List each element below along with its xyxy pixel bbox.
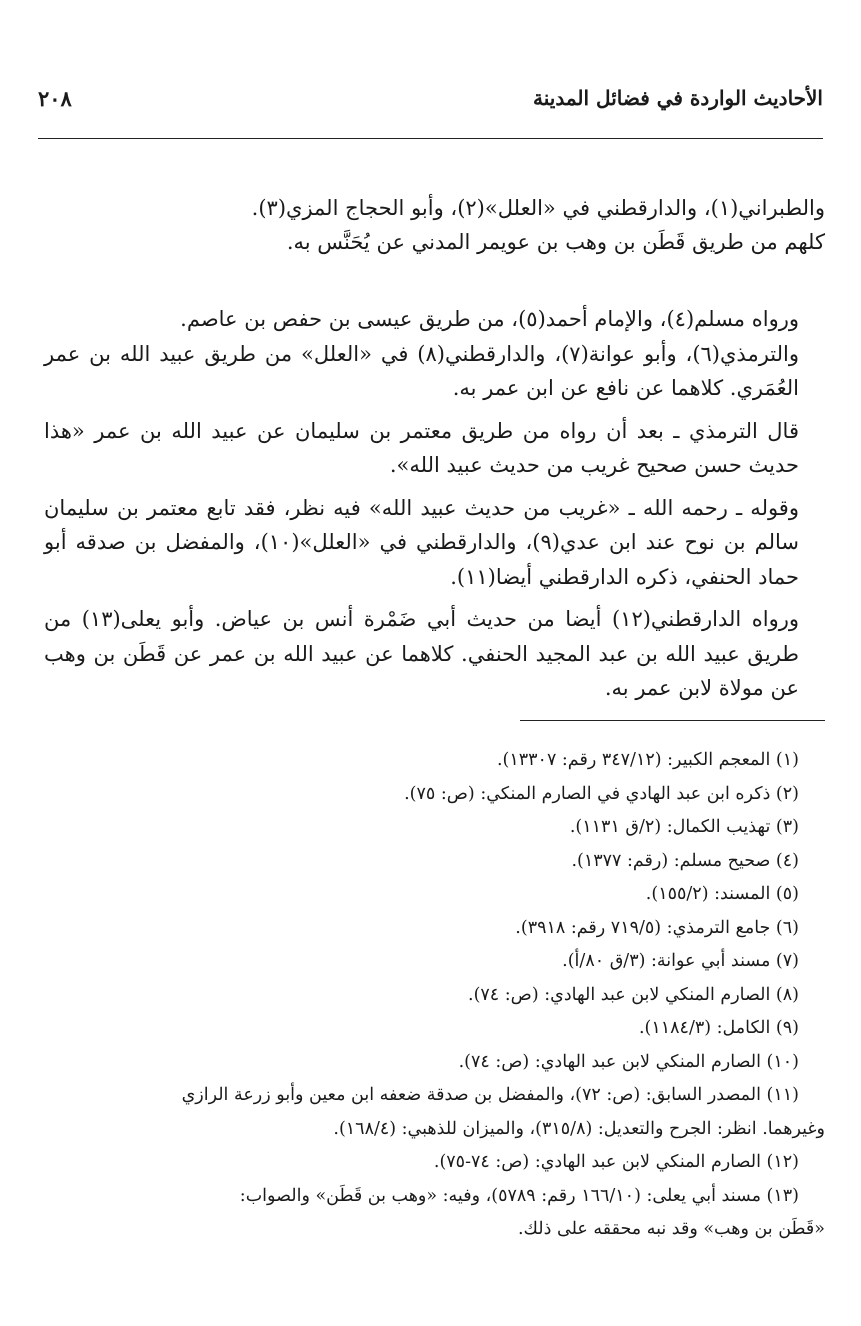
footnote: (١٢) الصارم المنكي لابن عبد الهادي: (ص: ٧٤-٧٥). <box>433 1152 799 1172</box>
paragraph <box>44 602 825 706</box>
footnote: (١١) المصدر السابق: (ص: ٧٢)، والمفضل بن صدقة ضعفه ابن معين وأبو زرعة الرازي <box>181 1085 799 1105</box>
footnote-continuation: وغيرهما. انظر: الجرح والتعديل: (٣١٥/٨)، والميزان للذهبي: (١٦٨/٤). <box>333 1118 825 1139</box>
main-text <box>44 156 825 714</box>
footnote: (٦) جامع الترمذي: (٧١٩/٥ رقم: ٣٩١٨). <box>515 917 799 938</box>
page-header <box>38 86 823 118</box>
paragraph-text: قال الترمذي ـ بعد أن رواه من طريق معتمر بن سليمان عن عبيد الله بن عمر «هذا حديث حسن صحيح غريب من حديث عبيد الله». <box>44 418 799 477</box>
footnote: (٧) مسند أبي عوانة: (٣/ق ٨٠/أ). <box>562 951 799 971</box>
footnote: (٢) ذكره ابن عبد الهادي في الصارم المنكي: (ص: ٧٥). <box>404 783 799 804</box>
footnote: (١) المعجم الكبير: (٣٤٧/١٢ رقم: ١٣٣٠٧). <box>496 750 799 770</box>
paragraph <box>44 156 825 260</box>
header-rule <box>38 138 823 139</box>
footnote: (٥) المسند: (١٥٥/٢). <box>645 884 799 904</box>
footnote: (٣) تهذيب الكمال: (٢/ق ١١٣١). <box>569 817 799 837</box>
paragraph <box>44 491 825 595</box>
paragraph <box>44 268 825 406</box>
paragraph-text: والطبراني(١)، والدارقطني في «العلل»(٢)، وأبو الحجاج المزي(٣). كلهم من طريق قَطَن بن وهب بن عويمر المدني عن يُحَنَّس به. <box>251 195 825 254</box>
running-title: الأحاديث الواردة في فضائل المدينة <box>533 86 823 110</box>
paragraph-text: ورواه مسلم(٤)، والإمام أحمد(٥)، من طريق عيسى بن حفص بن عاصم. والترمذي(٦)، وأبو عوانة(٧)، والدارقطني(٨) في «العلل» من طريق عبيد الله بن عمر العُمَري. كلاهما عن نافع عن ابن عمر به. <box>44 307 799 400</box>
footnote: (٨) الصارم المنكي لابن عبد الهادي: (ص: ٧٤). <box>468 984 799 1005</box>
paragraph-text: ورواه الدارقطني(١٢) أيضا من حديث أبي ضَمْرة أنس بن عياض. وأبو يعلى(١٣) من طريق عبيد الله بن عبد المجيد الحنفي. كلاهما عن عبيد الله بن عمر عن قَطَن بن وهب عن مولاة لابن عمر به. <box>44 607 800 700</box>
page-number: ٢٠٨ <box>38 86 72 111</box>
paragraph <box>44 414 825 483</box>
footnote-rule <box>520 720 825 721</box>
paragraph-text: وقوله ـ رحمه الله ـ «غريب من حديث عبيد الله» فيه نظر، فقد تابع معتمر بن سليمان سالم بن نوح عند ابن عدي(٩)، والدارقطني في «العلل»(١٠)، والمفضل بن صدقه أبو حماد الحنفي، ذكره الدارقطني أيضا(١١). <box>44 495 799 589</box>
footnote: (١٠) الصارم المنكي لابن عبد الهادي: (ص: ٧٤). <box>458 1051 799 1072</box>
footnote: (٤) صحيح مسلم: (رقم: ١٣٧٧). <box>571 850 799 871</box>
footnote: (٩) الكامل: (١١٨٤/٣). <box>638 1018 799 1038</box>
footnote: (١٣) مسند أبي يعلى: (١٦٦/١٠ رقم: ٥٧٨٩)، وفيه: «وهب بن قَطَن» والصواب: <box>239 1185 799 1206</box>
footnotes <box>44 744 825 1247</box>
footnote-continuation: «قَطَن بن وهب» وقد نبه محققه على ذلك. <box>517 1219 825 1239</box>
